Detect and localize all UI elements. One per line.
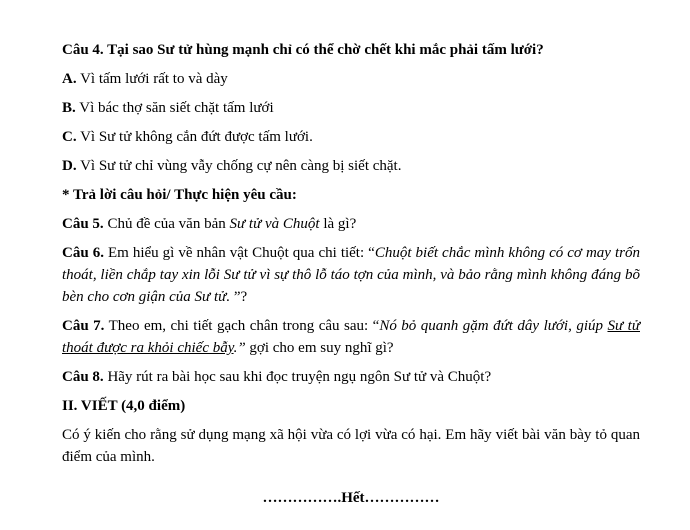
option-a-text: Vì tấm lưới rất to và dày: [76, 71, 228, 87]
question-5-title: Sư tử và Chuột: [229, 216, 320, 232]
option-c-letter: C.: [62, 129, 77, 145]
option-d-letter: D.: [62, 158, 77, 174]
option-d-text: Vì Sư tử chỉ vùng vẫy chống cự nên càng bị siết chặt.: [76, 158, 402, 174]
part-2-heading: II. VIẾT (4,0 điểm): [62, 398, 186, 414]
question-7-underlined-detail: Sư tử thoát được ra khỏi chiếc bẫy: [62, 318, 640, 356]
question-5-label: Câu 5.: [62, 216, 104, 232]
question-4: Câu 4. Tại sao Sư tử hùng mạnh chỉ có thể chờ chết khi mắc phải tấm lưới?: [62, 42, 544, 58]
question-6: [62, 242, 640, 308]
question-7-label: Câu 7.: [62, 318, 105, 334]
option-c-text: Vì Sư tử không cắn đứt được tấm lưới.: [76, 129, 313, 145]
question-7-quote-b: .”: [233, 340, 246, 356]
question-8-label: Câu 8.: [62, 369, 104, 385]
question-6-label: Câu 6.: [62, 245, 104, 261]
question-5-pre: Chủ đề của văn bản: [103, 216, 230, 232]
section-heading: * Trả lời câu hỏi/ Thực hiện yêu cầu:: [62, 187, 297, 203]
option-b-letter: B.: [62, 100, 76, 116]
question-5: [62, 213, 640, 235]
question-7-post: gợi cho em suy nghĩ gì?: [245, 340, 394, 356]
question-7-quote-a: Nó bỏ quanh gặm đứt dây lưới, giúp: [379, 318, 608, 334]
question-6-post: ”?: [230, 289, 248, 305]
option-c: [62, 126, 640, 148]
question-7: [62, 315, 640, 359]
option-a-letter: A.: [62, 71, 77, 87]
part-2-prompt: Có ý kiến cho rằng sử dụng mạng xã hội vừa có lợi vừa có hại. Em hãy viết bài văn bày tỏ quan điểm của mình.: [62, 427, 640, 465]
question-8: [62, 366, 640, 388]
exam-document: [62, 39, 640, 509]
option-b-text: Vì bác thợ săn siết chặt tấm lưới: [75, 100, 274, 116]
option-b: [62, 97, 640, 119]
question-8-text: Hãy rút ra bài học sau khi đọc truyện ngụ ngôn Sư tử và Chuột?: [103, 369, 492, 385]
question-6-pre: Em hiểu gì về nhân vật Chuột qua chi tiết: “: [103, 245, 375, 261]
end-marker: …………….Hết……………: [262, 490, 440, 506]
option-d: [62, 155, 640, 177]
question-5-post: là gì?: [319, 216, 357, 232]
option-a: [62, 68, 640, 90]
question-7-pre: Theo em, chi tiết gạch chân trong câu sau: “: [104, 318, 380, 334]
question-6-quote: Chuột biết chắc mình không có cơ may trốn thoát, liền chắp tay xin lỗi Sư tử vì sự thô lỗ táo tợn của mình, và bảo rằng mình không đáng bõ bèn cho cơn giận của Sư tử.: [62, 245, 640, 305]
